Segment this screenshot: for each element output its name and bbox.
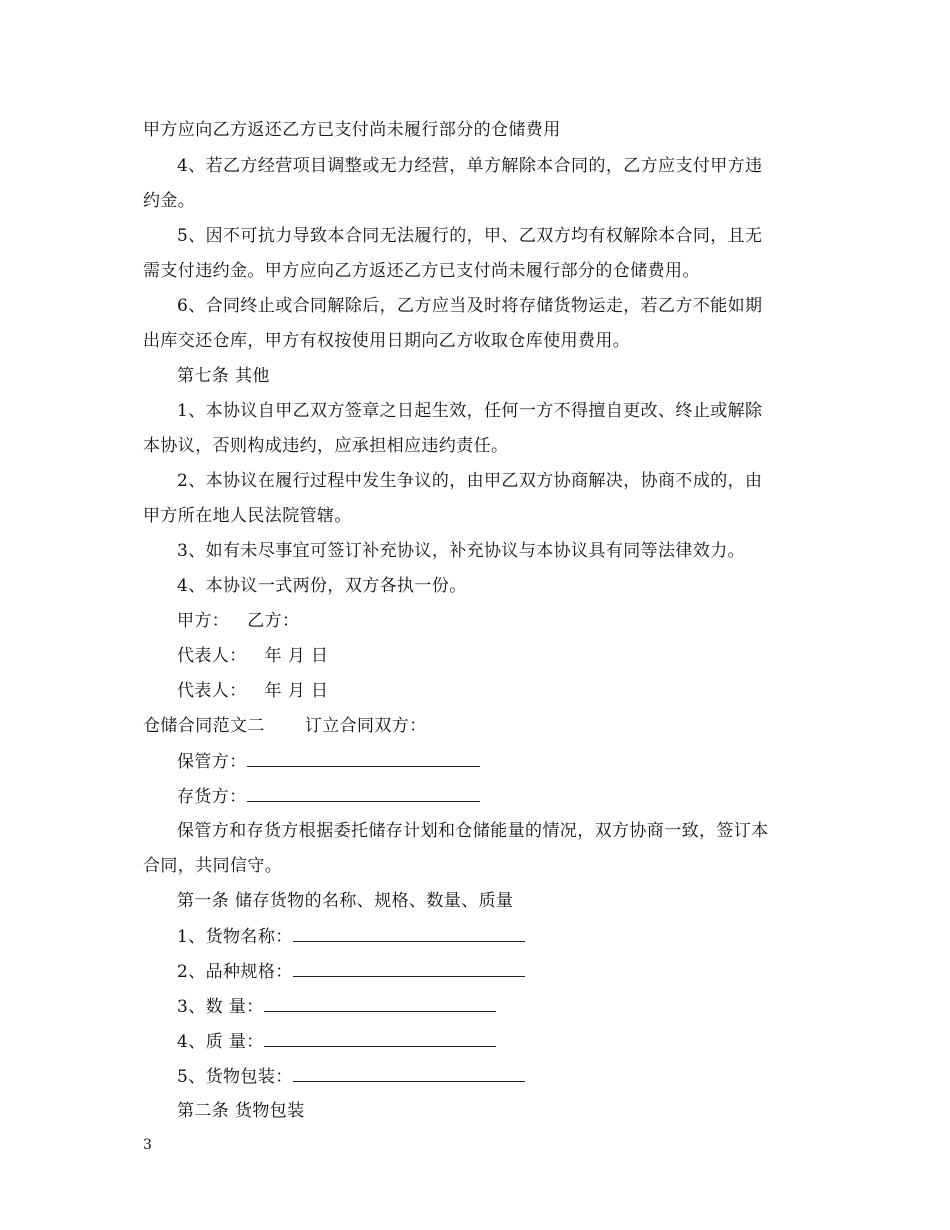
- clause-2: 2、本协议在履行过程中发生争议的，由甲乙双方协商解决，协商不成的，由: [177, 471, 763, 491]
- quality-field: [177, 1030, 496, 1053]
- article-2-heading: 第二条 货物包装: [177, 1101, 305, 1121]
- packaging-field: [177, 1065, 525, 1088]
- spec-field: [177, 960, 525, 983]
- clause-3: 3、如有未尽事宜可签订补充协议，补充协议与本协议具有同等法律效力。: [177, 541, 746, 561]
- clause-4-copies: 4、本协议一式两份，双方各执一份。: [177, 576, 467, 596]
- packaging-label: 5、货物包装：: [177, 1067, 293, 1087]
- body-line: 本协议，否则构成违约，应承担相应违约责任。: [143, 436, 509, 456]
- clause-1: 1、本协议自甲乙双方签章之日起生效，任何一方不得擅自更改、终止或解除: [177, 401, 763, 421]
- spec-label: 2、品种规格：: [177, 962, 293, 982]
- section-2-title: 仓储合同范文二: [143, 716, 265, 736]
- article-7-heading: 第七条 其他: [177, 366, 270, 386]
- body-line: 甲方应向乙方返还乙方已支付尚未履行部分的仓储费用: [143, 120, 561, 140]
- page-number: 3: [143, 1137, 152, 1153]
- quantity-field: [177, 995, 496, 1018]
- date-label: 年 月 日: [264, 681, 329, 701]
- packaging-blank: [293, 1065, 525, 1082]
- depositor-field: [177, 785, 480, 808]
- body-line: 约金。: [143, 191, 196, 211]
- goods-name-blank: [293, 925, 525, 942]
- goods-name-label: 1、货物名称：: [177, 927, 293, 947]
- quantity-label: 3、数 量：: [177, 997, 264, 1017]
- body-line: 甲方所在地人民法院管辖。: [143, 506, 352, 526]
- body-line: 需支付违约金。甲方应向乙方返还乙方已支付尚未履行部分的仓储费用。: [143, 261, 700, 281]
- representative-label: 代表人：: [177, 681, 247, 701]
- depositor-label: 存货方：: [177, 787, 247, 807]
- depositor-blank: [247, 785, 480, 802]
- date-label: 年 月 日: [264, 646, 329, 666]
- clause-5: 5、因不可抗力导致本合同无法履行的，甲、乙双方均有权解除本合同，且无: [177, 226, 763, 246]
- signature-parties: [177, 610, 299, 632]
- preamble-line: 合同，共同信守。: [143, 856, 283, 876]
- custodian-field: [177, 750, 480, 773]
- clause-6: 6、合同终止或合同解除后，乙方应当及时将存储货物运走，若乙方不能如期: [177, 296, 763, 316]
- clause-4: 4、若乙方经营项目调整或无力经营，单方解除本合同的，乙方应支付甲方违: [177, 156, 763, 176]
- custodian-label: 保管方：: [177, 752, 247, 772]
- section-2-title-line: [143, 715, 427, 737]
- signature-rep-2: [177, 680, 328, 702]
- body-line: 出库交还仓库，甲方有权按使用日期向乙方收取仓库使用费用。: [143, 331, 631, 351]
- spec-blank: [293, 960, 525, 977]
- signature-rep-1: [177, 645, 328, 667]
- party-b-label: 乙方：: [247, 611, 300, 631]
- contract-parties-label: 订立合同双方：: [304, 716, 427, 736]
- quantity-blank: [264, 995, 496, 1012]
- quality-label: 4、质 量：: [177, 1032, 264, 1052]
- custodian-blank: [247, 750, 480, 767]
- party-a-label: 甲方：: [177, 611, 230, 631]
- goods-name-field: [177, 925, 525, 948]
- preamble-line: 保管方和存货方根据委托储存计划和仓储能量的情况，双方协商一致，签订本: [177, 821, 769, 841]
- article-1-heading: 第一条 储存货物的名称、规格、数量、质量: [177, 891, 514, 911]
- quality-blank: [264, 1030, 496, 1047]
- representative-label: 代表人：: [177, 646, 247, 666]
